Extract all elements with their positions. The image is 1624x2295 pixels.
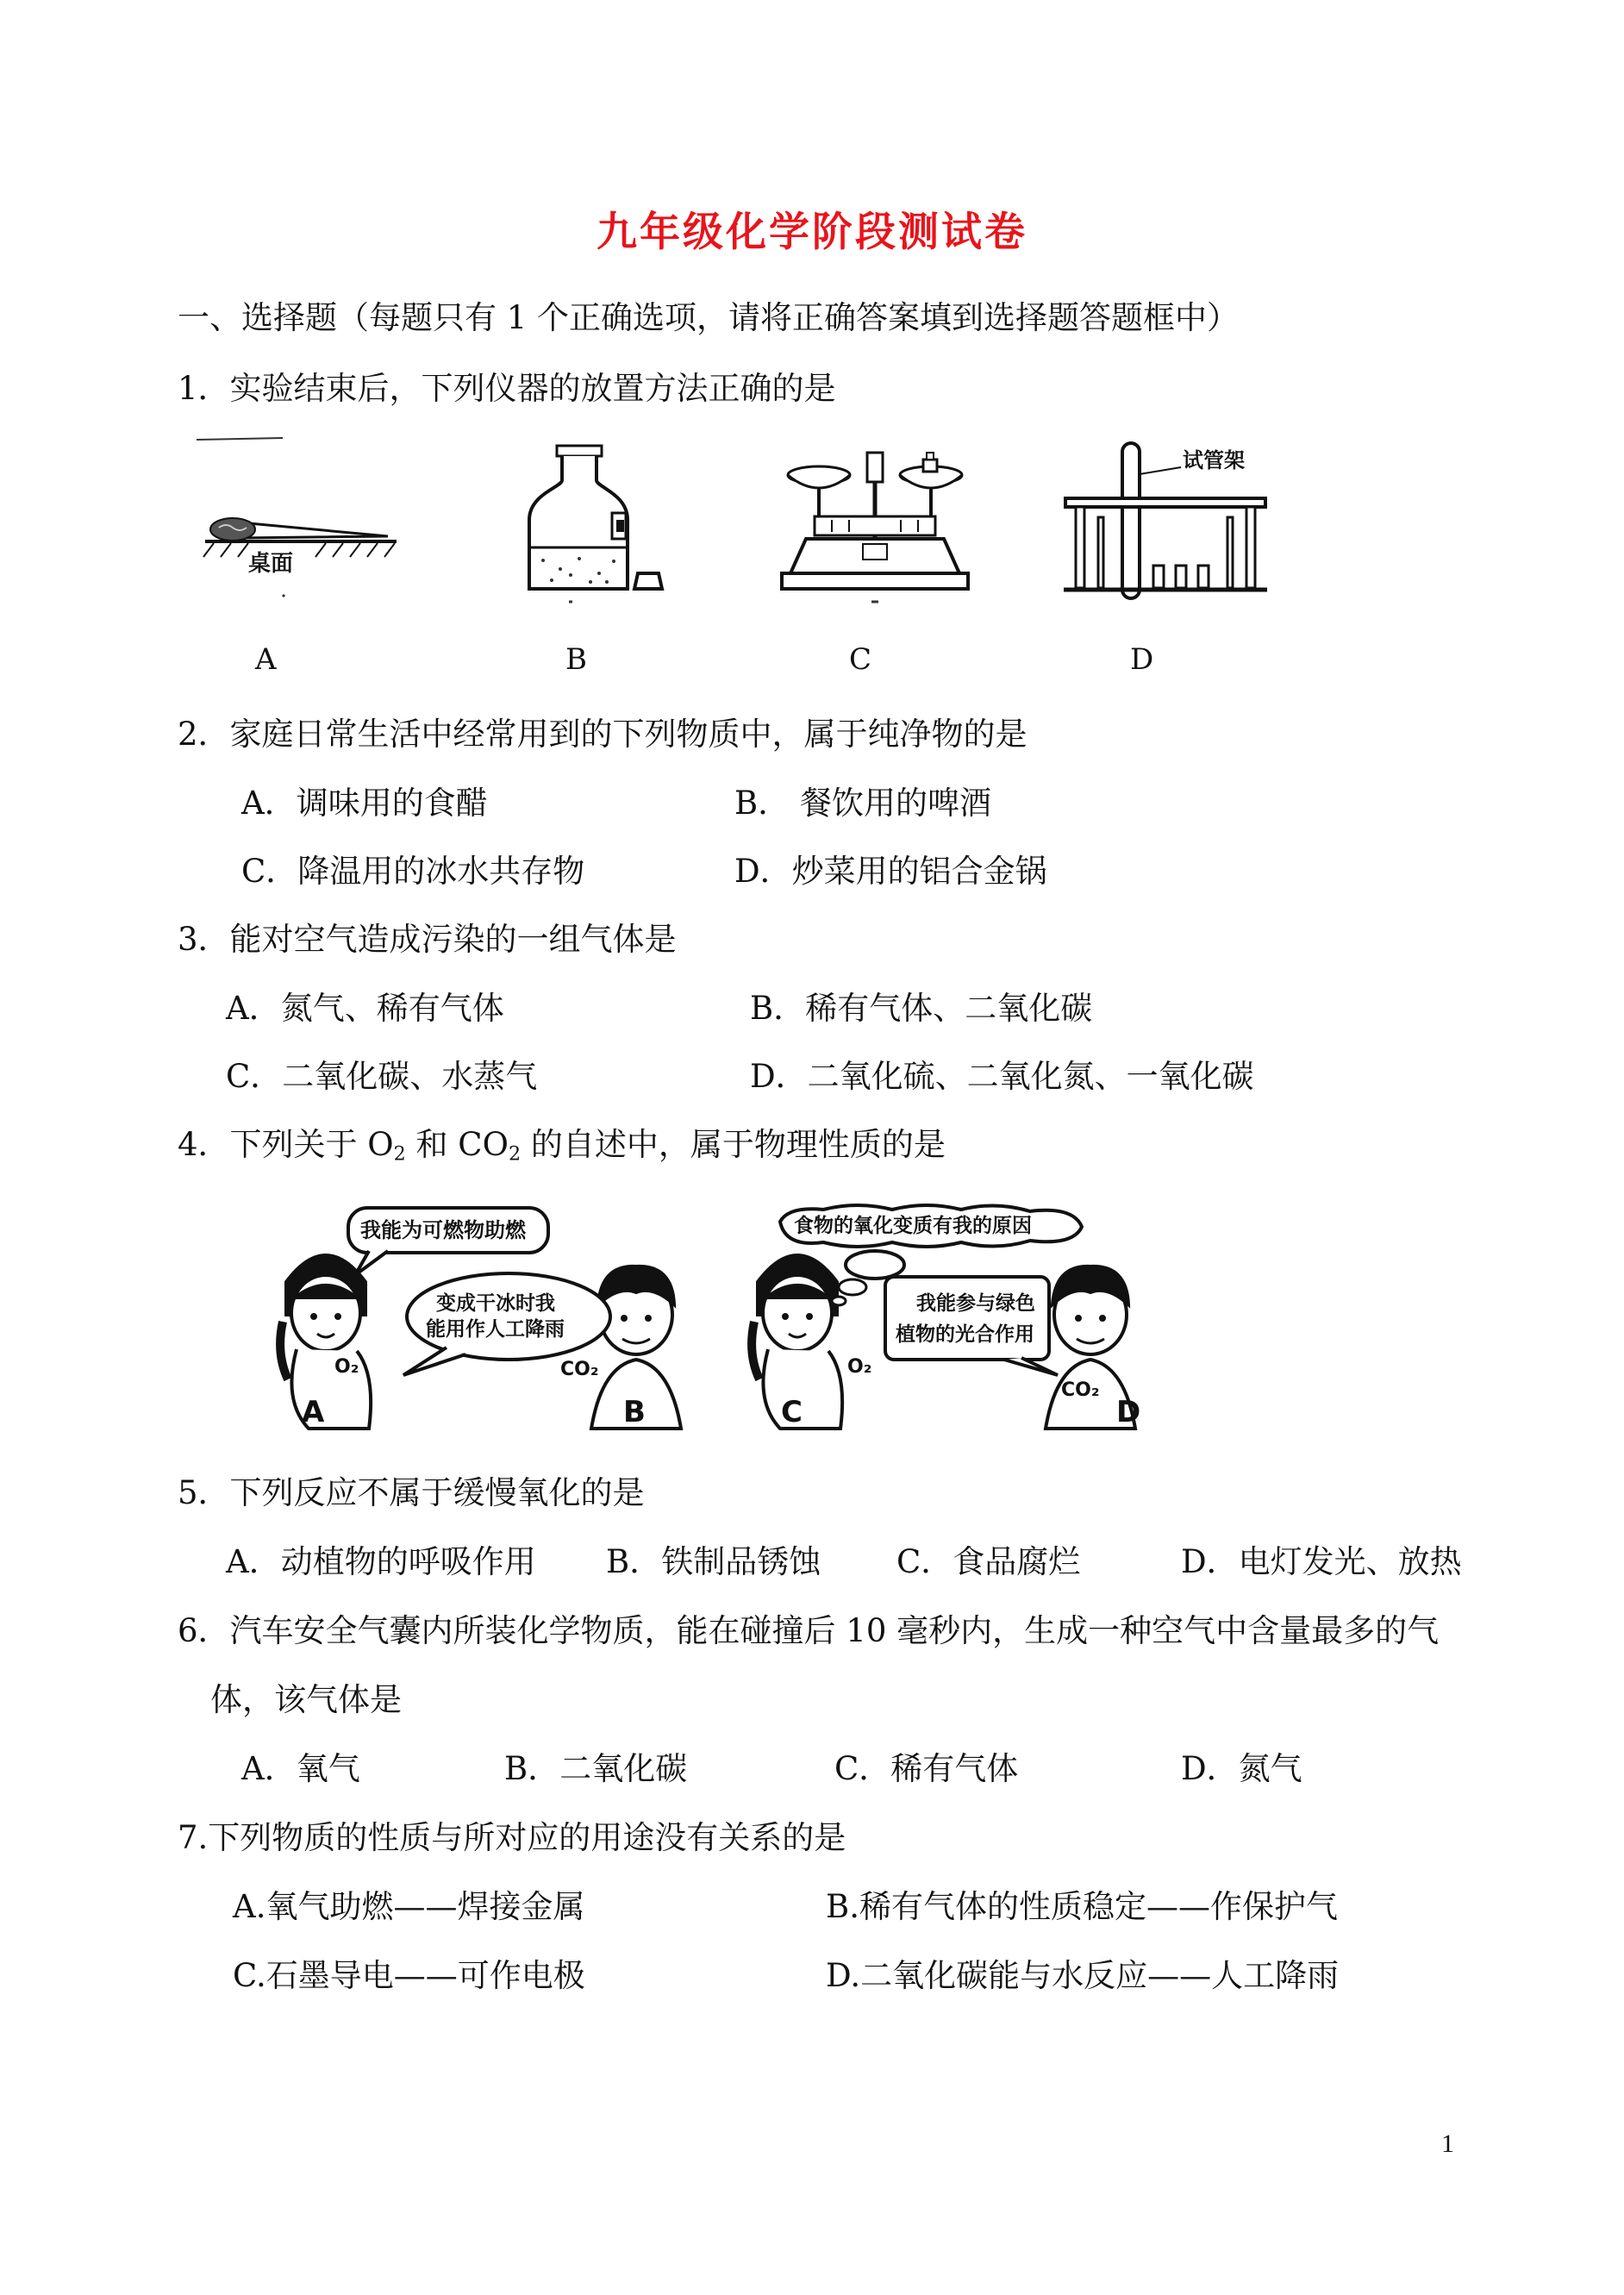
co2-label-d: CO₂: [1061, 1379, 1100, 1401]
question-5-stem: 5．下列反应不属于缓慢氧化的是: [178, 1474, 645, 1511]
figure-reagent-bottle: [517, 444, 672, 603]
q7-option-c: C.石墨导电——可作电极: [233, 1957, 585, 1994]
bubble-c-text: 食物的氧化变质有我的原因: [794, 1215, 1032, 1237]
q4-label-c: C: [781, 1395, 803, 1429]
q5-option-a: A．动植物的呼吸作用: [226, 1543, 536, 1580]
q7-option-a: A.氧气助燃——焊接金属: [233, 1888, 585, 1925]
co2-label-b: CO₂: [560, 1359, 599, 1380]
question-4-stem: 4．下列关于 $O_2$ 和 $CO_2$ 的自述中，属于物理性质的是: [178, 1126, 946, 1166]
q7-option-b: B.稀有气体的性质稳定——作保护气: [826, 1888, 1338, 1925]
q5-option-c: C．食品腐烂: [896, 1543, 1081, 1580]
bubble-b-line1: 变成干冰时我: [436, 1292, 555, 1315]
figure-balance-scale: [780, 444, 970, 603]
q6-option-c: C．稀有气体: [834, 1750, 1019, 1787]
q1-label-c: C: [849, 642, 872, 677]
q2-option-b: B． 餐饮用的啤酒: [734, 785, 991, 822]
figure-cartoon-cd: [746, 1203, 1155, 1435]
q1-label-b: B: [565, 642, 587, 677]
q3-option-a: A．氮气、稀有气体: [226, 990, 504, 1027]
q6-option-b: B．二氧化碳: [504, 1750, 688, 1787]
q7-option-d: D.二氧化碳能与水反应——人工降雨: [826, 1957, 1340, 1994]
section-heading: 一、选择题（每题只有 1 个正确选项，请将正确答案填到选择题答题框中）: [178, 299, 1240, 336]
page-number: 1: [1441, 2129, 1454, 2158]
bubble-d-line2: 植物的光合作用: [896, 1323, 1034, 1346]
bubble-b-line2: 能用作人工降雨: [426, 1318, 565, 1341]
q3-option-d: D．二氧化硫、二氧化氮、一氧化碳: [750, 1058, 1254, 1095]
q4-label-d: D: [1116, 1395, 1141, 1429]
q6-option-a: A．氧气: [241, 1750, 360, 1787]
question-6-stem-line1: 6．汽车安全气囊内所装化学物质，能在碰撞后 10 毫秒内，生成一种空气中含量最多的气: [178, 1612, 1440, 1649]
bubble-d-line1: 我能参与绿色: [916, 1292, 1035, 1315]
q5-option-d: D．电灯发光、放热: [1181, 1543, 1462, 1580]
question-2-stem: 2．家庭日常生活中经常用到的下列物质中，属于纯净物的是: [178, 716, 1027, 753]
bubble-a-text: 我能为可燃物助燃: [360, 1218, 526, 1242]
o2-label-a: O₂: [334, 1356, 359, 1378]
figure-test-tube-rack: [1062, 438, 1269, 602]
q2-option-c: C．降温用的冰水共存物: [241, 853, 585, 890]
q2-option-a: A．调味用的食醋: [241, 785, 488, 822]
question-7-stem: 7.下列物质的性质与所对应的用途没有关系的是: [178, 1819, 846, 1856]
desk-label: 桌面: [248, 551, 294, 577]
q4-label-b: B: [623, 1395, 646, 1429]
question-3-stem: 3．能对空气造成污染的一组气体是: [178, 921, 677, 958]
figure-match-on-desk: [197, 431, 412, 603]
q2-option-d: D．炒菜用的铝合金锅: [734, 853, 1047, 890]
q4-label-a: A: [302, 1395, 325, 1429]
q5-option-b: B．铁制品锈蚀: [606, 1543, 821, 1580]
o2-label-c: O₂: [847, 1356, 872, 1378]
q3-option-c: C．二氧化碳、水蒸气: [226, 1058, 538, 1095]
q1-label-a: A: [255, 642, 277, 677]
q6-option-d: D．氮气: [1181, 1750, 1302, 1787]
page-title: 九年级化学阶段测试卷: [597, 209, 1027, 256]
q3-option-b: B．稀有气体、二氧化碳: [750, 990, 1093, 1027]
question-1-stem: 1．实验结束后，下列仪器的放置方法正确的是: [178, 370, 836, 407]
rack-label: 试管架: [1183, 448, 1245, 472]
question-6-stem-line2: 体，该气体是: [210, 1681, 402, 1718]
q1-label-d: D: [1130, 642, 1154, 677]
